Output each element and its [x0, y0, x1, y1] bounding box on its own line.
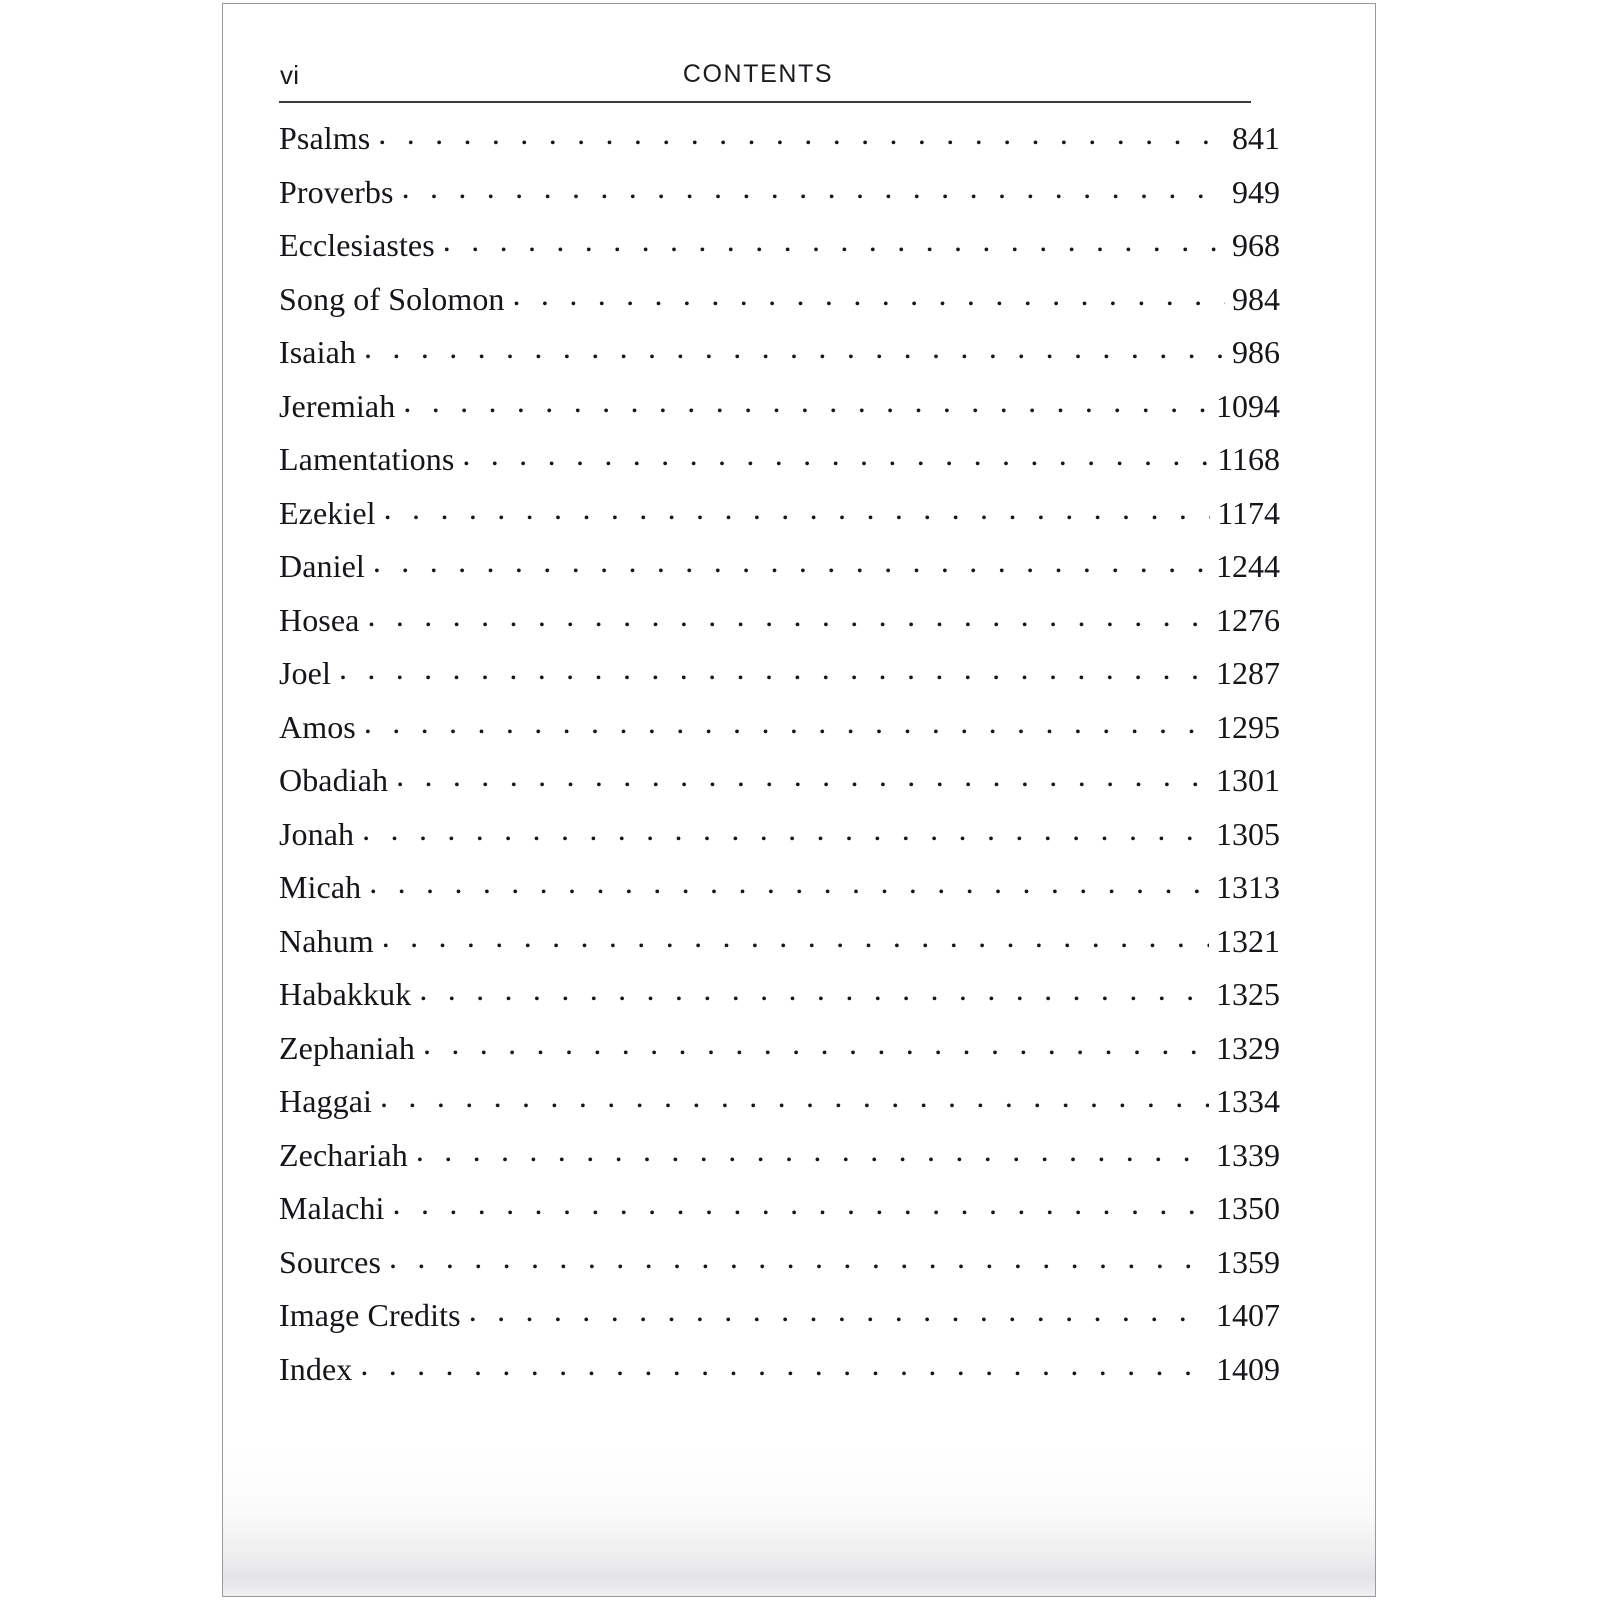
toc-dot-leader [443, 240, 1225, 256]
toc-entry-title: Zechariah [279, 1136, 408, 1173]
toc-entry-row[interactable] [279, 387, 1280, 444]
toc-entry-row[interactable] [279, 1029, 1280, 1086]
toc-entry-title: Jeremiah [279, 387, 396, 424]
toc-entry-title: Haggai [279, 1083, 373, 1119]
toc-entry-title: Hosea [279, 601, 360, 638]
page-bottom-shading [223, 1446, 1375, 1596]
toc-entry-title: Lamentations [279, 441, 455, 477]
running-head-title: CONTENTS [682, 60, 834, 88]
toc-dot-leader [364, 722, 1209, 738]
toc-entry-page-number: 1168 [1217, 441, 1280, 477]
toc-entry-row[interactable] [279, 280, 1280, 337]
toc-entry-page-number: 1350 [1216, 1190, 1280, 1226]
toc-entry-title: Obadiah [279, 762, 389, 798]
toc-dot-leader [393, 1203, 1209, 1219]
toc-dot-leader [367, 615, 1209, 631]
toc-entry-page-number: 1174 [1217, 494, 1280, 531]
toc-entry-page-number: 1359 [1216, 1243, 1280, 1280]
toc-entry-page-number: 1339 [1216, 1136, 1280, 1173]
toc-dot-leader [369, 882, 1209, 898]
toc-entry-row[interactable] [279, 1136, 1280, 1193]
toc-entry-title: Proverbs [279, 173, 394, 210]
toc-entry-title: Amos [279, 708, 356, 745]
book-page [222, 3, 1376, 1597]
toc-dot-leader [419, 989, 1209, 1005]
toc-entry-page-number: 949 [1232, 173, 1280, 210]
toc-dot-leader [462, 454, 1210, 470]
toc-dot-leader [469, 1310, 1209, 1326]
toc-entry-page-number: 841 [1232, 120, 1280, 156]
toc-dot-leader [380, 1096, 1209, 1112]
table-of-contents-list [279, 122, 1280, 1406]
toc-dot-leader [396, 775, 1209, 791]
toc-entry-page-number: 1334 [1216, 1083, 1280, 1119]
toc-entry-page-number: 1329 [1216, 1029, 1280, 1066]
toc-entry-page-number: 1313 [1216, 869, 1280, 905]
toc-entry-row[interactable] [279, 1085, 1280, 1139]
toc-entry-row[interactable] [279, 601, 1280, 658]
toc-entry-title: Psalms [279, 120, 371, 156]
toc-entry-page-number: 1409 [1216, 1350, 1280, 1387]
toc-entry-row[interactable] [279, 336, 1280, 390]
toc-entry-page-number: 1276 [1216, 601, 1280, 638]
toc-entry-row[interactable] [279, 1243, 1280, 1300]
toc-entry-title: Sources [279, 1243, 382, 1280]
toc-entry-title: Habakkuk [279, 976, 412, 1012]
toc-entry-page-number: 1295 [1216, 708, 1280, 745]
toc-entry-row[interactable] [279, 1192, 1280, 1246]
toc-entry-page-number: 1287 [1216, 655, 1280, 691]
toc-entry-row[interactable] [279, 494, 1280, 551]
toc-dot-leader [373, 561, 1209, 577]
toc-entry-page-number: 984 [1232, 280, 1280, 317]
toc-entry-row[interactable] [279, 550, 1280, 604]
toc-entry-row[interactable] [279, 978, 1280, 1032]
running-head [279, 52, 1251, 96]
toc-entry-row[interactable] [279, 815, 1280, 872]
toc-entry-row[interactable] [279, 173, 1280, 230]
toc-entry-title: Index [279, 1350, 353, 1387]
toc-entry-row[interactable] [279, 871, 1280, 925]
toc-entry-title: Jonah [279, 815, 355, 852]
toc-entry-page-number: 1321 [1216, 922, 1280, 959]
toc-entry-row[interactable] [279, 229, 1280, 283]
toc-entry-row[interactable] [279, 122, 1280, 176]
toc-dot-leader [513, 294, 1225, 310]
toc-entry-page-number: 1325 [1216, 976, 1280, 1012]
toc-dot-leader [339, 668, 1209, 684]
toc-entry-page-number: 1407 [1216, 1297, 1280, 1333]
toc-entry-title: Ecclesiastes [279, 227, 435, 263]
toc-dot-leader [364, 347, 1225, 363]
toc-entry-title: Daniel [279, 548, 365, 584]
header-divider-rule [279, 101, 1251, 103]
toc-entry-title: Zephaniah [279, 1029, 415, 1066]
toc-entry-title: Micah [279, 869, 362, 905]
toc-dot-leader [416, 1150, 1209, 1166]
toc-dot-leader [389, 1257, 1209, 1273]
toc-entry-row[interactable] [279, 922, 1280, 979]
toc-dot-leader [403, 401, 1209, 417]
toc-entry-page-number: 986 [1232, 334, 1280, 370]
toc-entry-row[interactable] [279, 443, 1280, 497]
toc-entry-row[interactable] [279, 1350, 1280, 1407]
toc-dot-leader [382, 936, 1209, 952]
toc-entry-title: Malachi [279, 1190, 385, 1226]
toc-entry-row[interactable] [279, 657, 1280, 711]
toc-dot-leader [402, 187, 1225, 203]
toc-dot-leader [360, 1364, 1209, 1380]
toc-entry-row[interactable] [279, 1299, 1280, 1353]
toc-entry-title: Song of Solomon [279, 280, 505, 317]
toc-dot-leader [362, 829, 1209, 845]
toc-entry-page-number: 1094 [1216, 387, 1280, 424]
toc-entry-row[interactable] [279, 764, 1280, 818]
toc-entry-title: Isaiah [279, 334, 357, 370]
toc-dot-leader [423, 1043, 1209, 1059]
toc-entry-title: Nahum [279, 922, 374, 959]
toc-entry-title: Ezekiel [279, 494, 376, 531]
page-folio-number: vi [280, 60, 300, 90]
toc-entry-title: Joel [279, 655, 331, 691]
toc-entry-page-number: 1244 [1216, 548, 1280, 584]
toc-entry-page-number: 968 [1232, 227, 1280, 263]
toc-entry-title: Image Credits [279, 1297, 461, 1333]
toc-dot-leader [384, 508, 1211, 524]
toc-entry-page-number: 1305 [1216, 815, 1280, 852]
toc-entry-page-number: 1301 [1216, 762, 1280, 798]
toc-dot-leader [378, 133, 1225, 149]
toc-entry-row[interactable] [279, 708, 1280, 765]
